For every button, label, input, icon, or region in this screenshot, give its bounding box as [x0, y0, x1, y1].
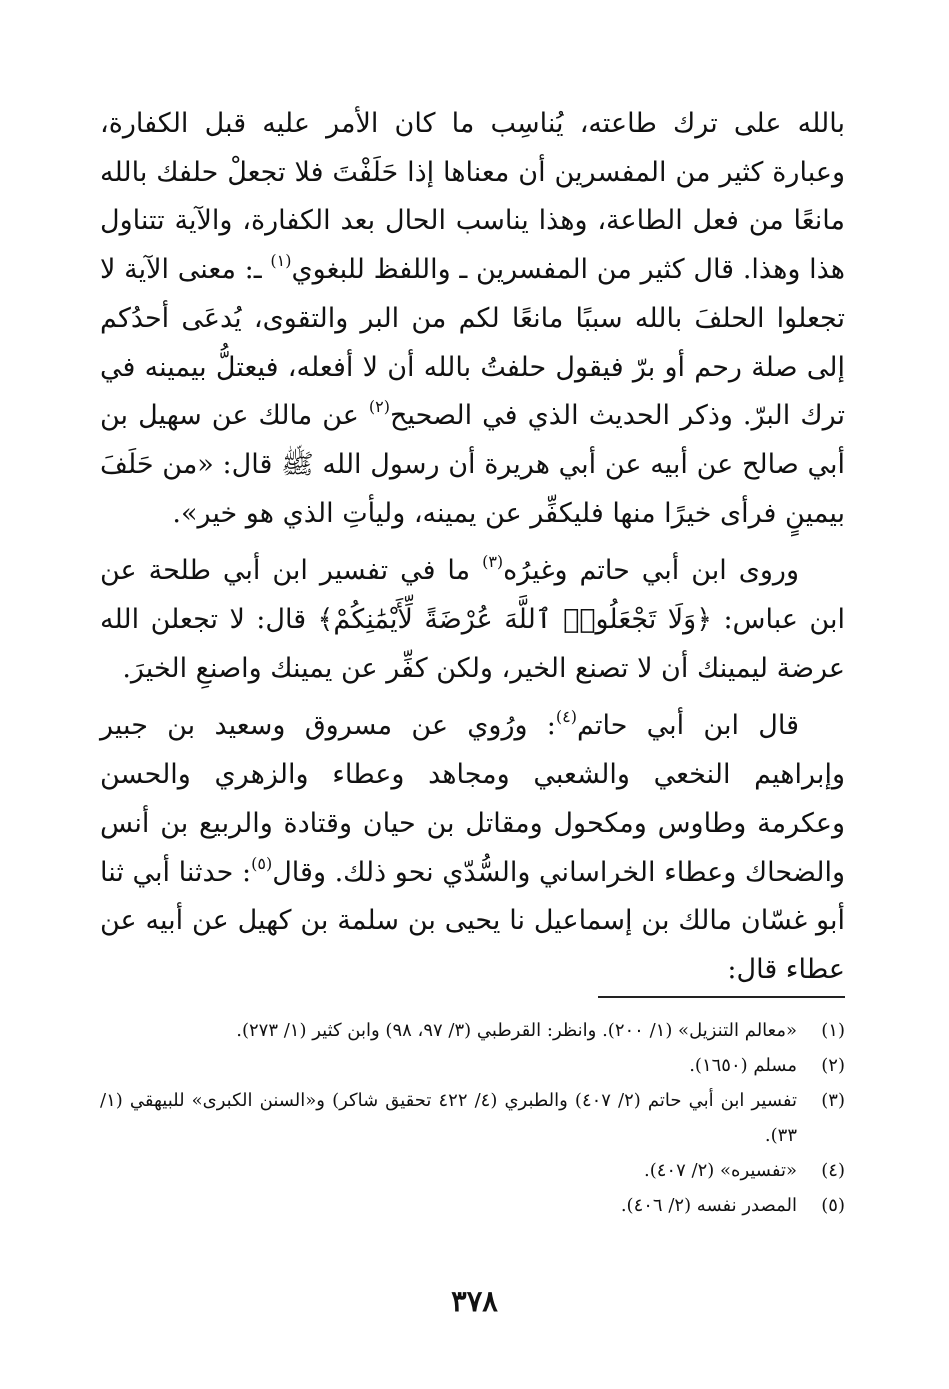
- footnote-separator: [598, 996, 845, 998]
- footnote-5: [100, 1188, 845, 1223]
- text-run: قال ابن أبي حاتم: [577, 710, 799, 742]
- footnote-text: «معالم التنزيل» (١/ ٢٠٠). وانظر: القرطبي (٣/ ٩٧، ٩٨) وابن كثير (١/ ٢٧٣).: [236, 1020, 797, 1041]
- main-text: [100, 100, 845, 995]
- footnote-text: «تفسيره» (٢/ ٤٠٧).: [644, 1160, 797, 1181]
- footnotes: [100, 1013, 845, 1223]
- text-run: : حدثنا أبي ثنا أبو غسّان مالك بن إسماعيل نا يحيى بن سلمة بن كهيل عن أبيه عن عطاء قال:: [100, 856, 845, 985]
- footnote-ref-2: (٢): [368, 397, 390, 417]
- footnote-number: (٢): [821, 1055, 845, 1076]
- footnote-ref-4: (٤): [555, 707, 577, 727]
- text-run: عن مالك عن سهيل بن أبي صالح عن أبيه عن أبي هريرة أن رسول الله ﷺ قال: «من حَلَفَ بيمينٍ فرأى خيرًا منها فليكفِّر عن يمينه، وليأتِ الذي هو خير».: [100, 400, 845, 529]
- text-run: بالله على ترك طاعته، يُناسِب ما كان الأمر عليه قبل الكفارة، وعبارة كثير من المفسرين أن معناها إذا حَلَفْتَ فلا تجعلْ حلفك بالله مانعًا من فعل الطاعة، وهذا يناسب الحال بعد الكفارة، والآية تتناول هذا وهذا. قال كثير من المفسرين ـ واللفظ للبغوي: [100, 108, 846, 286]
- footnote-4: [100, 1153, 845, 1188]
- footnote-number: (١): [821, 1020, 845, 1041]
- footnote-text: المصدر نفسه (٢/ ٤٠٦).: [620, 1195, 797, 1216]
- footnote-ref-5: (٥): [251, 853, 273, 873]
- paragraph-2: [100, 547, 845, 693]
- text-run: : ورُوي عن مسروق وسعيد بن جبير وإبراهيم النخعي والشعبي ومجاهد وعطاء والزهري والحسن وعكرمة وطاوس ومكحول ومقاتل بن حيان وقتادة والربيع بن أنس والضحاك وعطاء الخراساني والسُّدّي نحو ذلك. وقال: [100, 710, 845, 888]
- footnote-2: [100, 1048, 845, 1083]
- footnote-1: [100, 1013, 845, 1048]
- footnote-text: تفسير ابن أبي حاتم (٢/ ٤٠٧) والطبري (٤/ ٤٢٢ تحقيق شاكر) و«السنن الكبرى» للبيهقي (١/ ٣٣).: [100, 1090, 797, 1146]
- text-run: ـ: معنى الآية لا تجعلوا الحلفَ بالله سببًا مانعًا لكم من البر والتقوى، يُدعَى أحدُكم إلى صلة رحم أو برّ فيقول حلفتُ بالله أن لا أفعله، فيعتلُّ بيمينه في ترك البرّ. وذكر الحديث الذي في الصحيح: [100, 254, 845, 432]
- text-run: ما في تفسير ابن أبي طلحة عن ابن عباس: ﴿وَلَا تَجْعَلُوا۟ ٱللَّهَ عُرْضَةً لِّأَيْمَٰنِكُمْ﴾ قال: لا تجعلن الله عرضة ليمينك أن لا تصنع الخير، ولكن كفِّر عن يمينك واصنعِ الخيرَ.: [100, 555, 845, 684]
- footnote-number: (٤): [821, 1160, 845, 1181]
- paragraph-3: [100, 702, 845, 994]
- footnote-number: (٥): [821, 1195, 845, 1216]
- paragraph-1: [100, 100, 845, 538]
- footnote-number: (٣): [821, 1090, 845, 1111]
- footnote-ref-1: (١): [270, 251, 292, 271]
- page-number: ٣٧٨: [451, 1284, 498, 1318]
- footnote-ref-3: (٣): [482, 552, 504, 572]
- footnote-text: مسلم (١٦٥٠).: [689, 1055, 797, 1076]
- footnote-3: [100, 1083, 845, 1153]
- text-run: وروى ابن أبي حاتم وغيرُه: [503, 555, 799, 587]
